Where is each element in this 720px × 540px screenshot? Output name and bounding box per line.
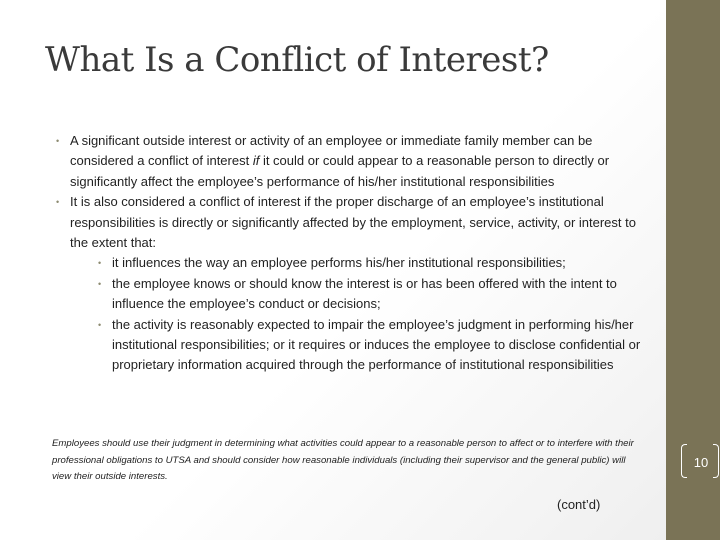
sub-bullet-text: the activity is reasonably expected to impair the employee’s judgment in performing his/her institutional responsibilities; or it requires or induces the employee to disclose confidential or proprietary information acquired through the performance of institutional responsibilities	[112, 316, 641, 373]
bullet-marker: •	[56, 197, 60, 208]
bullet-list	[52, 131, 642, 376]
bullet-marker: •	[56, 136, 60, 146]
slide-body	[52, 131, 642, 376]
sub-bullet-item	[70, 274, 642, 315]
bullet-text-continued: it could or could appear to a reasonable person to directly or significantly affect the employee’s performance of his/her institutional responsibilities	[70, 153, 610, 189]
sub-bullet-item	[70, 315, 642, 376]
emphasis-text: if	[252, 153, 260, 169]
slide-title: What Is a Conflict of Interest?	[45, 40, 549, 80]
page-number: 10	[693, 454, 709, 470]
bullet-item-discharge	[52, 192, 642, 376]
sub-bullet-marker: •	[98, 258, 102, 269]
sub-bullet-marker: •	[98, 278, 102, 289]
continued-label: (cont’d)	[557, 497, 601, 512]
sub-bullet-list	[70, 253, 642, 375]
sub-bullet-marker: •	[98, 319, 102, 330]
italic-note: Employees should use their judgment in determining what activities could appear to a reasonable person to affect or to interfere with their professional obligations to UTSA and should consider how reasonable individuals (including their supervisor and the general public) will view their outside interests.	[52, 438, 634, 483]
bullet-text: A significant outside interest or activity of an employee or immediate family member can be considered a conflict of interest	[70, 133, 593, 169]
bullet-text: It is also considered a conflict of interest if the proper discharge of an employee’s institutional responsibilities is directly or significantly affected by the employment, service, activity, or interest to the extent that:	[70, 194, 636, 251]
sub-bullet-item	[70, 253, 642, 273]
sub-bullet-text: it influences the way an employee performs his/her institutional responsibilities;	[112, 255, 566, 271]
sub-bullet-text: the employee knows or should know the interest is or has been offered with the intent to influence the employee’s conduct or decisions;	[112, 275, 617, 312]
bullet-item-definition	[52, 131, 642, 192]
